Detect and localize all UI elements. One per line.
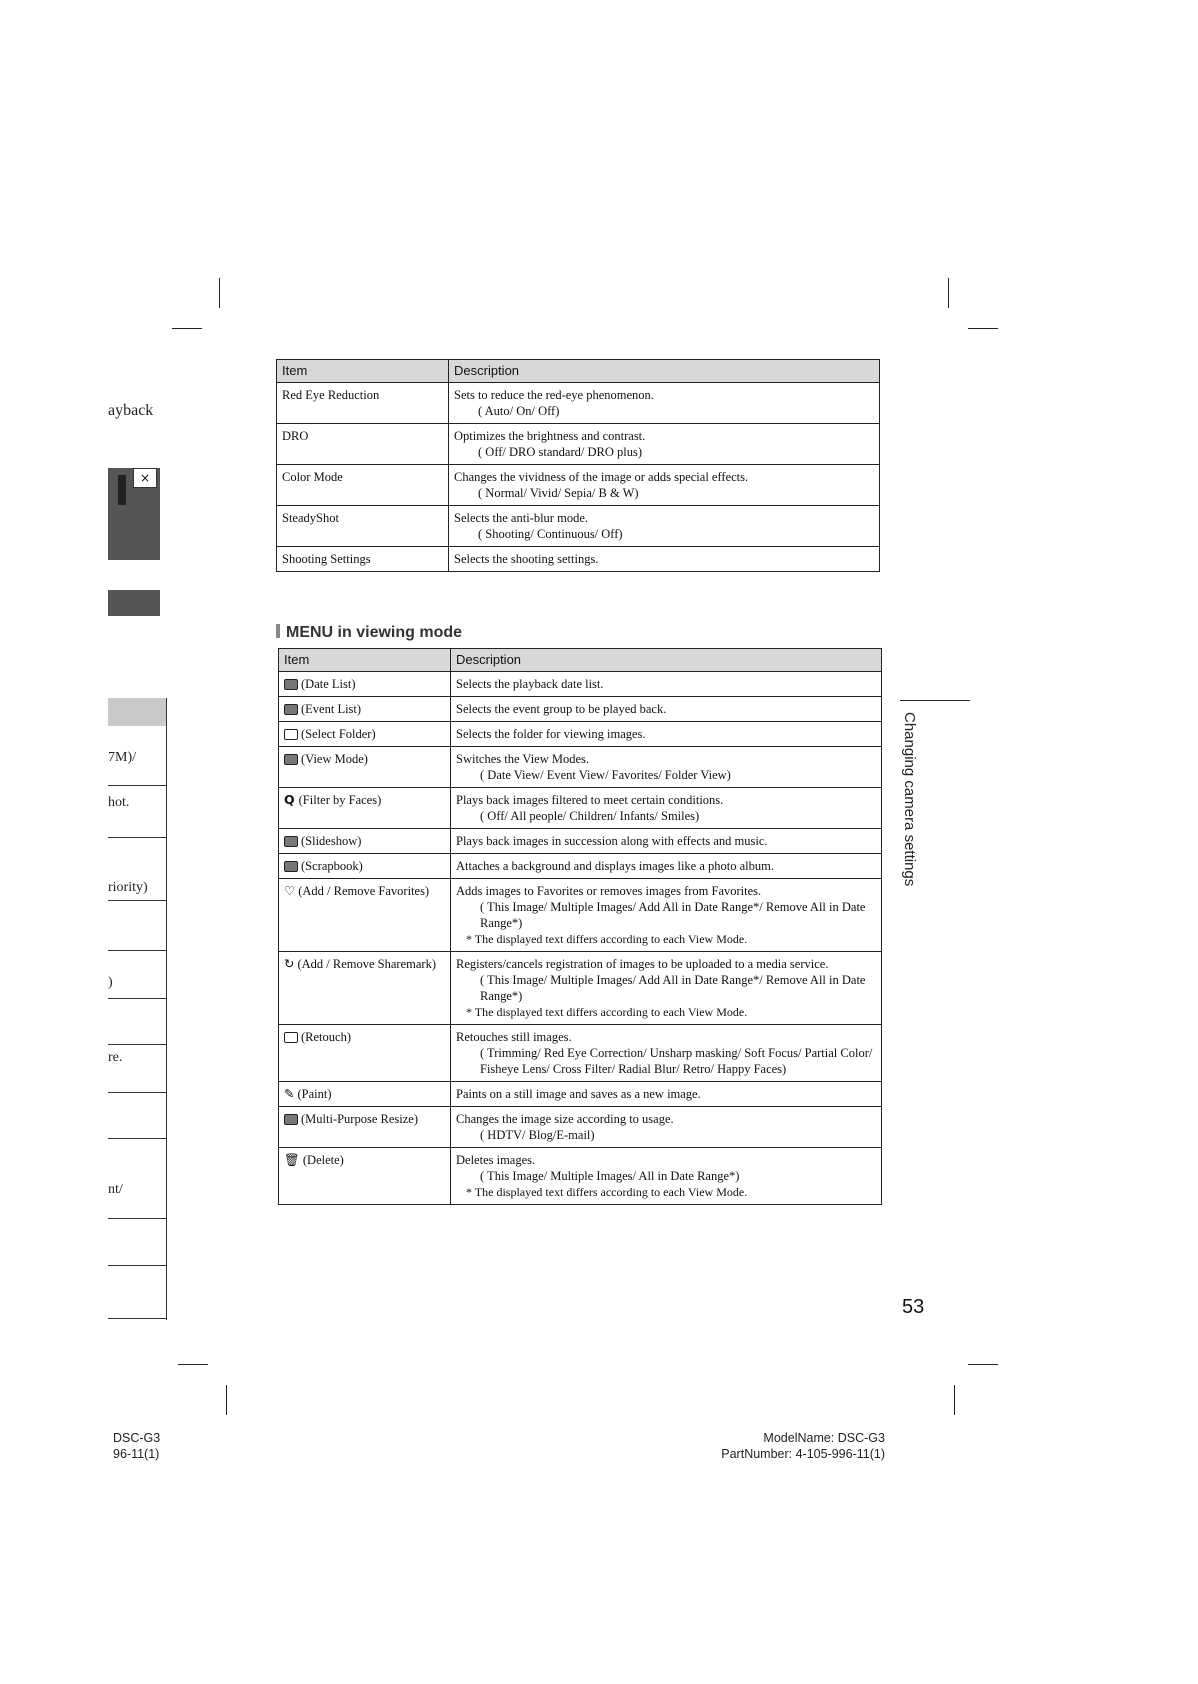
section-title [276,624,462,642]
description-cell [451,1107,882,1148]
table-row [277,424,880,465]
description-text: Retouches still images. [456,1030,572,1044]
item-label: (Slideshow) [301,834,362,848]
description-text: Changes the image size according to usage. [456,1112,674,1126]
ghost-label: hot. [108,795,130,810]
description-text: Attaches a background and displays images like a photo album. [456,859,774,873]
table-row [279,672,882,697]
description-text: Registers/cancels registration of images to be uploaded to a media service. [456,957,829,971]
options-text: ( Date View/ Event View/ Favorites/ Folder View) [480,768,731,782]
description-cell [451,1082,882,1107]
side-tab-rule [900,700,970,701]
table-row [277,383,880,424]
description-text: Selects the playback date list. [456,677,604,691]
ghost-divider [108,998,166,999]
description-text: Plays back images in succession along with effects and music. [456,834,768,848]
item-cell [279,1082,451,1107]
description-cell [451,1148,882,1205]
description-text: Selects the shooting settings. [454,552,599,566]
description-text: Selects the anti-blur mode. [454,511,588,525]
ghost-divider [108,1092,166,1093]
description-text: Changes the vividness of the image or adds special effects. [454,470,749,484]
section-title-text: MENU in viewing mode [286,624,463,641]
item-cell: Color Mode [277,465,449,506]
item-cell [279,1025,451,1082]
item-cell: Red Eye Reduction [277,383,449,424]
description-cell [449,424,880,465]
footer-part-number: PartNumber: 4-105-996-11(1) [721,1447,885,1461]
table-row [277,547,880,572]
ghost-table-border [166,698,167,1320]
magnifier-icon: Q [284,792,295,807]
table-row [279,1082,882,1107]
viewing-menu-table [278,648,882,1205]
ghost-thumbnail [108,468,160,616]
ghost-label: re. [108,1050,123,1065]
ghost-thumbnail [118,475,126,505]
ghost-divider [108,837,166,838]
options-text: ( Shooting/ Continuous/ Off) [478,527,623,541]
footer-code: 96-11(1) [113,1447,160,1461]
item-label: (Date List) [301,677,356,691]
item-label: (Scrapbook) [301,859,363,873]
item-cell: Shooting Settings [277,547,449,572]
item-cell [279,952,451,1025]
item-cell [279,1107,451,1148]
options-text: ( Trimming/ Red Eye Correction/ Unsharp masking/ Soft Focus/ Partial Color/ Fisheye Lens/ Cross Filter/ Radial Blur/ Retro/ Happy Faces) [480,1046,873,1076]
options-text: ( HDTV/ Blog/E-mail) [480,1128,595,1142]
crop-mark [954,1385,955,1415]
options-text: ( Normal/ Vivid/ Sepia/ B & W) [478,486,639,500]
description-cell [451,788,882,829]
description-cell [451,1025,882,1082]
options-text: ( This Image/ Multiple Images/ All in Date Range*) [480,1169,740,1183]
item-label: (Event List) [301,702,362,716]
ghost-divider [108,1138,166,1139]
table-row [277,465,880,506]
table-row [279,1148,882,1205]
ghost-divider [108,1044,166,1045]
item-cell [279,788,451,829]
description-cell [449,506,880,547]
table-header-row [279,649,882,672]
table-header-row [277,360,880,383]
retouch-icon [284,1032,298,1043]
ghost-divider [108,1318,166,1319]
description-text: Selects the folder for viewing images. [456,727,646,741]
sharemark-icon: ↻ [284,956,295,971]
footer-model-name: ModelName: DSC-G3 [763,1431,885,1445]
column-header-description: Description [449,360,880,383]
table-row [279,879,882,952]
crop-mark [226,1385,227,1415]
footer-left [113,1430,160,1462]
description-text: Switches the View Modes. [456,752,590,766]
options-text: ( This Image/ Multiple Images/ Add All in Date Range*/ Remove All in Date Range*) [480,973,866,1003]
footnote-text: * The displayed text differs according to each View Mode. [466,932,748,946]
ghost-divider [108,1218,166,1219]
column-header-description: Description [451,649,882,672]
slideshow-icon [284,836,298,847]
item-cell [279,697,451,722]
ghost-label: riority) [108,880,148,895]
description-cell [451,829,882,854]
table-row [279,747,882,788]
footer-model: DSC-G3 [113,1431,161,1445]
trash-icon: 🗑 [284,1152,300,1167]
ghost-label: nt/ [108,1182,123,1197]
table-row [279,1025,882,1082]
item-label: (Select Folder) [301,727,376,741]
scrapbook-icon [284,861,298,872]
footer-right [715,1430,885,1462]
ghost-label: ayback [108,402,154,419]
item-label: (Add / Remove Favorites) [298,884,430,898]
table-row [279,788,882,829]
item-cell [279,747,451,788]
table-row [279,952,882,1025]
crop-mark [968,1364,998,1365]
footnote-text: * The displayed text differs according to each View Mode. [466,1185,748,1199]
ghost-divider [108,950,166,951]
table-row [277,506,880,547]
item-cell [279,829,451,854]
item-label: (View Mode) [301,752,368,766]
table-row [279,1107,882,1148]
crop-mark [968,328,998,329]
description-cell [451,747,882,788]
item-cell [279,722,451,747]
description-cell [451,952,882,1025]
crop-mark [219,278,220,308]
item-label: (Add / Remove Sharemark) [297,957,436,971]
section-marker [276,624,280,638]
item-label: (Delete) [302,1153,344,1167]
side-section-label: Changing camera settings [901,712,918,887]
description-text: Adds images to Favorites or removes images from Favorites. [456,884,762,898]
options-text: ( Off/ DRO standard/ DRO plus) [478,445,642,459]
item-label: (Retouch) [301,1030,351,1044]
item-cell [279,672,451,697]
view-mode-icon [284,754,298,765]
ghost-label: 7M)/ [108,750,136,765]
crop-mark [178,1364,208,1365]
description-cell [449,465,880,506]
crop-mark [172,328,202,329]
table-row [279,829,882,854]
folder-icon [284,729,298,740]
description-cell [451,722,882,747]
item-label: (Filter by Faces) [298,793,382,807]
description-text: Sets to reduce the red-eye phenomenon. [454,388,654,402]
item-cell [279,879,451,952]
description-cell [451,854,882,879]
table-row [279,854,882,879]
footnote-text: * The displayed text differs according to each View Mode. [466,1005,748,1019]
crop-mark [948,278,949,308]
event-list-icon [284,704,298,715]
item-label: (Paint) [297,1087,332,1101]
item-label: (Multi-Purpose Resize) [301,1112,418,1126]
table-row [279,722,882,747]
description-cell [451,672,882,697]
item-cell [279,854,451,879]
resize-icon [284,1114,298,1125]
shooting-menu-table [276,359,880,572]
description-text: Optimizes the brightness and contrast. [454,429,646,443]
options-text: ( Off/ All people/ Children/ Infants/ Smiles) [480,809,700,823]
ghost-divider [108,785,166,786]
description-text: Plays back images filtered to meet certain conditions. [456,793,724,807]
ghost-divider [108,1265,166,1266]
description-cell [449,383,880,424]
description-cell [451,697,882,722]
item-cell: SteadyShot [277,506,449,547]
item-cell: DRO [277,424,449,465]
ghost-close-icon: × [133,468,157,488]
options-text: ( Auto/ On/ Off) [478,404,560,418]
description-cell [449,547,880,572]
description-text: Paints on a still image and saves as a new image. [456,1087,701,1101]
ghost-thumbnail [108,560,160,590]
options-text: ( This Image/ Multiple Images/ Add All in Date Range*/ Remove All in Date Range*) [480,900,866,930]
table-row [279,697,882,722]
paint-icon: ✎ [284,1086,295,1101]
description-cell [451,879,882,952]
description-text: Selects the event group to be played back. [456,702,667,716]
date-list-icon [284,679,298,690]
ghost-label: ) [108,975,113,990]
ghost-header-shade [108,698,166,726]
page-number: 53 [902,1296,925,1318]
item-cell [279,1148,451,1205]
heart-icon: ♡ [284,883,296,898]
ghost-divider [108,900,166,901]
column-header-item: Item [277,360,449,383]
column-header-item: Item [279,649,451,672]
description-text: Deletes images. [456,1153,536,1167]
